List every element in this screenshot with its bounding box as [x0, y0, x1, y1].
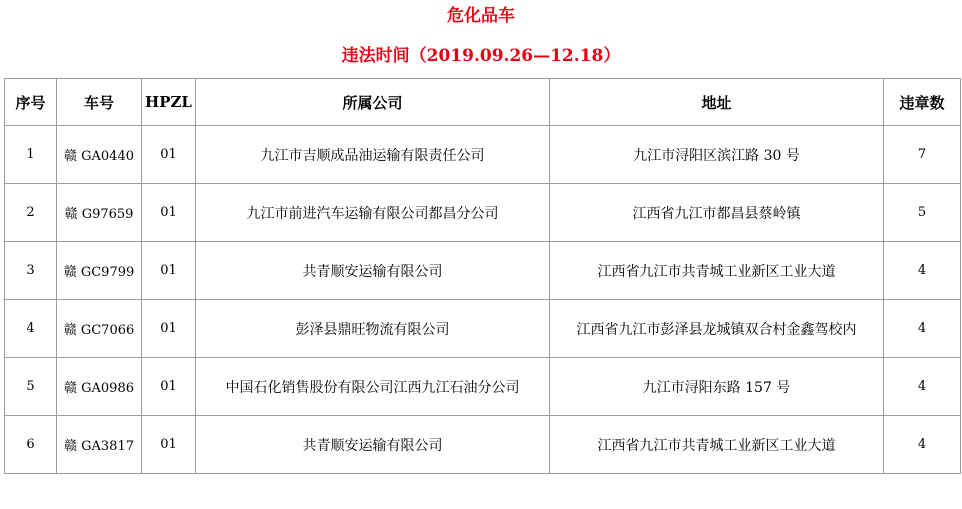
table-row [5, 126, 961, 184]
cell-plate: 赣 GC9799 [57, 242, 142, 300]
table-header-row [5, 79, 961, 126]
cell-company: 共青顺安运输有限公司 [196, 242, 550, 300]
cell-violation-count: 7 [884, 126, 961, 184]
cell-company: 彭泽县鼎旺物流有限公司 [196, 300, 550, 358]
cell-address: 江西省九江市共青城工业新区工业大道 [550, 416, 884, 474]
cell-company: 九江市前进汽车运输有限公司都昌分公司 [196, 184, 550, 242]
cell-hpzl: 01 [142, 416, 196, 474]
cell-plate: 赣 GA0986 [57, 358, 142, 416]
cell-address: 江西省九江市都昌县蔡岭镇 [550, 184, 884, 242]
cell-plate: 赣 G97659 [57, 184, 142, 242]
cell-index: 4 [5, 300, 57, 358]
table-row [5, 242, 961, 300]
cell-address: 九江市浔阳东路 157 号 [550, 358, 884, 416]
cell-index: 3 [5, 242, 57, 300]
cell-address: 江西省九江市彭泽县龙城镇双合村金鑫驾校内 [550, 300, 884, 358]
header-hpzl: HPZL [142, 79, 196, 126]
cell-hpzl: 01 [142, 300, 196, 358]
cell-violation-count: 4 [884, 358, 961, 416]
cell-index: 1 [5, 126, 57, 184]
table-row [5, 416, 961, 474]
violations-table [4, 78, 961, 474]
cell-hpzl: 01 [142, 184, 196, 242]
cell-company: 九江市吉顺成品油运输有限责任公司 [196, 126, 550, 184]
cell-violation-count: 4 [884, 416, 961, 474]
cell-hpzl: 01 [142, 358, 196, 416]
cell-violation-count: 5 [884, 184, 961, 242]
cell-plate: 赣 GC7066 [57, 300, 142, 358]
cell-index: 2 [5, 184, 57, 242]
cell-company: 共青顺安运输有限公司 [196, 416, 550, 474]
header-violation-count: 违章数 [884, 79, 961, 126]
cell-hpzl: 01 [142, 126, 196, 184]
table-row [5, 300, 961, 358]
cell-index: 6 [5, 416, 57, 474]
cell-address: 九江市浔阳区滨江路 30 号 [550, 126, 884, 184]
cell-address: 江西省九江市共青城工业新区工业大道 [550, 242, 884, 300]
header-plate: 车号 [57, 79, 142, 126]
header-index: 序号 [5, 79, 57, 126]
cell-violation-count: 4 [884, 300, 961, 358]
table-row [5, 184, 961, 242]
page-title: 危化品车 [447, 6, 515, 26]
cell-index: 5 [5, 358, 57, 416]
cell-hpzl: 01 [142, 242, 196, 300]
header-company: 所属公司 [196, 79, 550, 126]
cell-violation-count: 4 [884, 242, 961, 300]
cell-plate: 赣 GA0440 [57, 126, 142, 184]
cell-plate: 赣 GA3817 [57, 416, 142, 474]
cell-company: 中国石化销售股份有限公司江西九江石油分公司 [196, 358, 550, 416]
table-row [5, 358, 961, 416]
header-address: 地址 [550, 79, 884, 126]
page-subtitle: 违法时间（2019.09.26—12.18） [341, 46, 621, 66]
